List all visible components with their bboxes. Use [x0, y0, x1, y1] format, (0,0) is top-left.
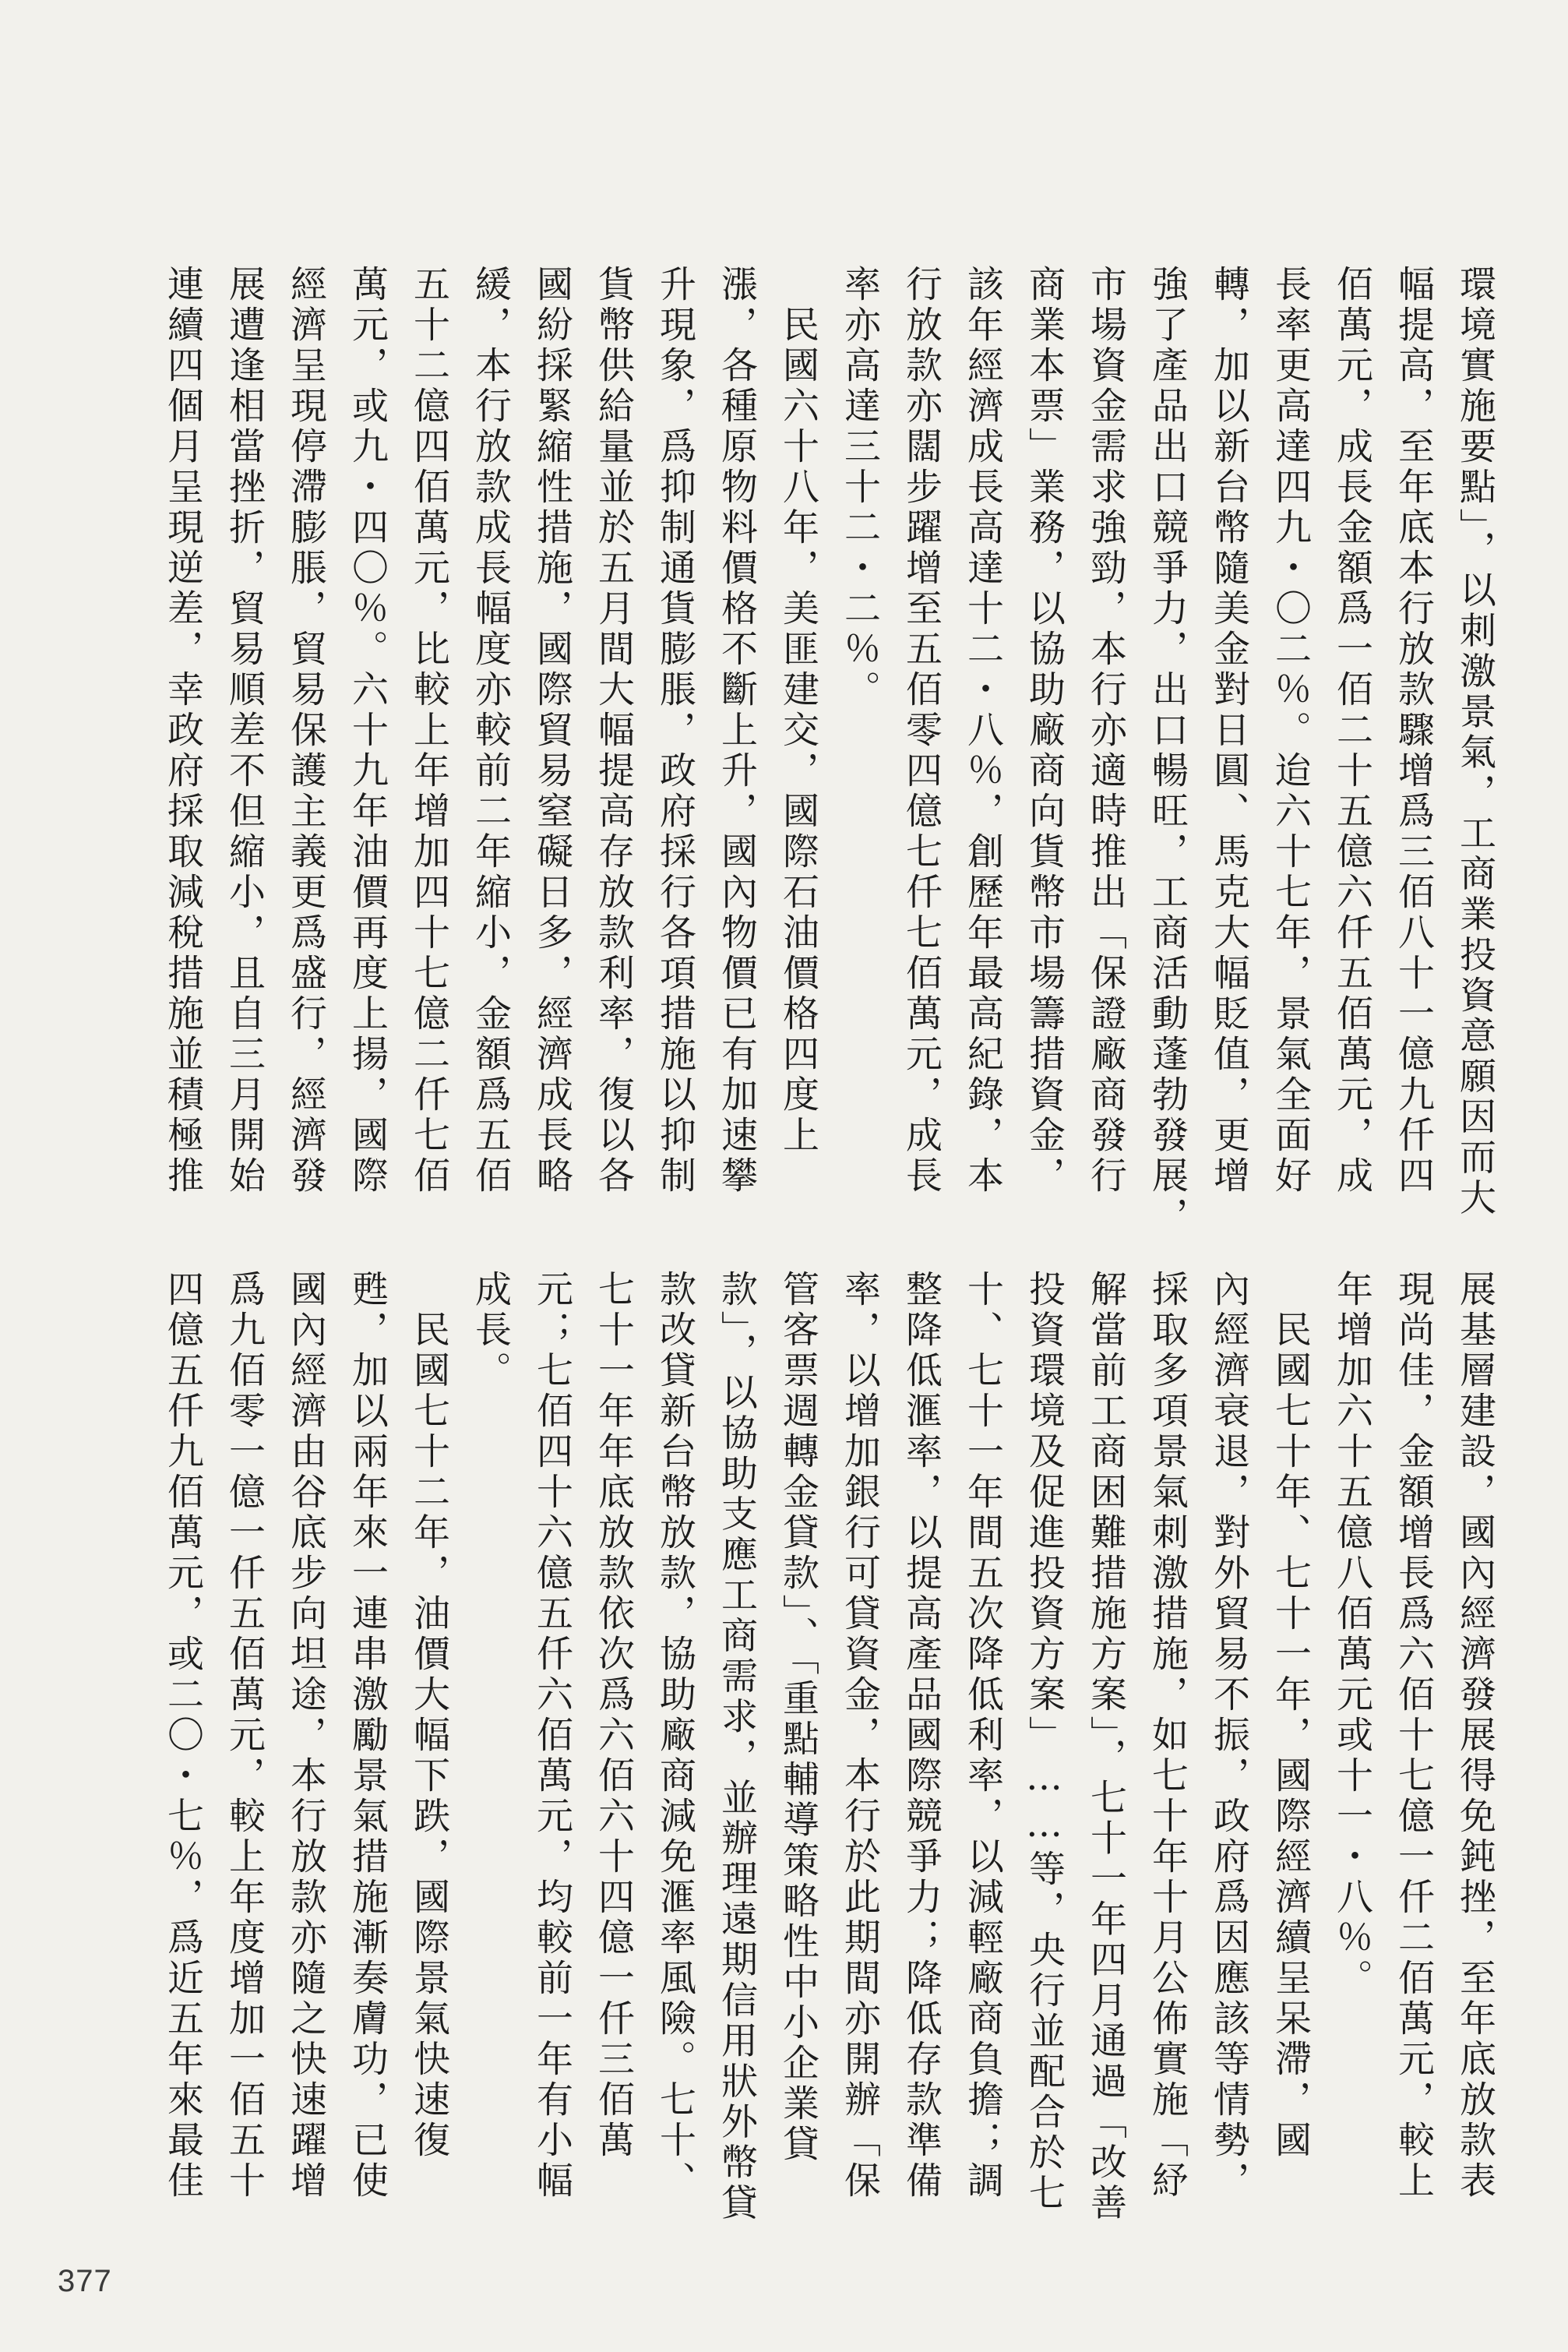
text-column: 七十一年年底放款依次爲六佰六十四億一仟三佰萬	[592, 1270, 635, 2161]
text-column: 展基層建設，國內經濟發展得免鈍挫，至年底放款表	[1453, 1270, 1496, 2202]
text-column: 民國六十八年，美匪建交，國際石油價格四度上	[777, 265, 819, 1156]
text-column: 甦，加以兩年來一連串激勵景氣措施漸奏膚功，已使	[346, 1270, 389, 2202]
text-column: 民國七十年、七十一年，國際經濟續呈呆滯，國	[1269, 1270, 1312, 2161]
page-number: 377	[58, 2264, 112, 2298]
text-column: 轉，加以新台幣隨美金對日圓、馬克大幅貶值，更增	[1207, 265, 1250, 1197]
text-column: 率亦高達三十二・二％。	[838, 265, 881, 711]
text-column: 爲九佰零一億一仟五佰萬元，較上年度增加一佰五十	[223, 1270, 266, 2202]
text-column: 元；七佰四十六億五仟六佰萬元，均較前一年有小幅	[530, 1270, 573, 2202]
text-column: 長率更高達四九・〇二％。迨六十七年，景氣全面好	[1269, 265, 1312, 1197]
text-column: 整降低滙率，以提高產品國際競爭力；降低存款準備	[900, 1270, 943, 2202]
text-column: 展遭逢相當挫折，貿易順差不但縮小，且自三月開始	[223, 265, 266, 1197]
text-column: 連續四個月呈現逆差，幸政府採取減稅措施並積極推	[161, 265, 204, 1197]
text-column: 四億五仟九佰萬元，或二〇・七％，爲近五年來最佳	[161, 1270, 204, 2202]
text-column: 國紛採緊縮性措施，國際貿易窒礙日多，經濟成長略	[530, 265, 573, 1197]
text-column: 市場資金需求強勁，本行亦適時推出「保證廠商發行	[1084, 265, 1127, 1197]
text-column: 內經濟衰退，對外貿易不振，政府爲因應該等情勢，	[1207, 1270, 1250, 2202]
text-block-bottom	[104, 1270, 1506, 2224]
text-column: 十、七十一年間五次降低利率，以減輕廠商負擔；調	[961, 1270, 1004, 2202]
text-column: 行放款亦闊步躍增至五佰零四億七仟七佰萬元，成長	[900, 265, 943, 1197]
text-column: 貨幣供給量並於五月間大幅提高存放款利率，復以各	[592, 265, 635, 1197]
text-column: 款」，以協助支應工商需求，並辦理遠期信用狀外幣貸	[715, 1270, 758, 2224]
text-column: 萬元，或九・四〇％。六十九年油價再度上揚，國際	[346, 265, 389, 1197]
text-column: 成長。	[469, 1270, 512, 1391]
text-column: 該年經濟成長高達十二・八％，創歷年最高紀錄，本	[961, 265, 1004, 1197]
text-column: 現尚佳，金額增長爲六佰十七億一仟二佰萬元，較上	[1392, 1270, 1435, 2202]
text-column: 升現象，爲抑制通貨膨脹，政府採行各項措施以抑制	[654, 265, 696, 1197]
text-column: 國內經濟由谷底步向坦途，本行放款亦隨之快速躍增	[284, 1270, 327, 2202]
text-block-top	[104, 265, 1506, 1237]
text-column: 經濟呈現停滯膨脹，貿易保護主義更爲盛行，經濟發	[284, 265, 327, 1197]
text-column: 解當前工商困難措施方案」，七十一年四月通過「改善	[1084, 1270, 1127, 2224]
text-column: 民國七十二年，油價大幅下跌，國際景氣快速復	[407, 1270, 450, 2161]
text-column: 強了產品出口競爭力，出口暢旺，工商活動蓬勃發展，	[1146, 265, 1189, 1237]
text-column: 採取多項景氣刺激措施，如七十年十月公佈實施「紓	[1146, 1270, 1189, 2202]
text-column: 五十二億四佰萬元，比較上年增加四十七億二仟七佰	[407, 265, 450, 1197]
text-column: 投資環境及促進投資方案」……等，央行並配合於七	[1023, 1270, 1066, 2214]
text-column: 商業本票」業務，以協助廠商向貨幣市場籌措資金，	[1023, 265, 1066, 1197]
text-column: 管客票週轉金貸款」、「重點輔導策略性中小企業貸	[777, 1270, 819, 2165]
text-column: 款改貸新台幣放款，協助廠商減免滙率風險。七十、	[654, 1270, 696, 2202]
text-column: 佰萬元，成長金額爲一佰二十五億六仟五佰萬元，成	[1330, 265, 1373, 1197]
text-column: 幅提高，至年底本行放款驟增爲三佰八十一億九仟四	[1392, 265, 1435, 1197]
text-column: 漲，各種原物料價格不斷上升，國內物價已有加速攀	[715, 265, 758, 1197]
text-column: 緩，本行放款成長幅度亦較前二年縮小，金額爲五佰	[469, 265, 512, 1197]
text-column: 率，以增加銀行可貸資金，本行於此期間亦開辦「保	[838, 1270, 881, 2202]
text-column: 年增加六十五億八佰萬元或十一・八％。	[1330, 1270, 1373, 1999]
text-column: 環境實施要點」，以刺激景氣，工商業投資意願因而大	[1453, 265, 1496, 1219]
